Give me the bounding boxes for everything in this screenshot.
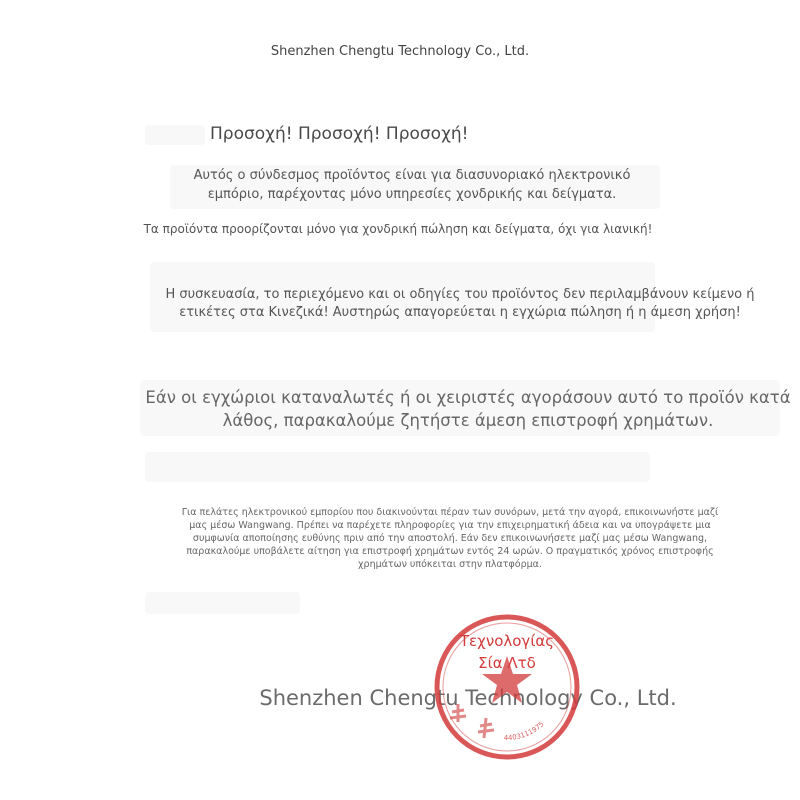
notice-paragraph-5-line: χρημάτων υπόκειται στην πλατφόρμα. xyxy=(358,559,542,570)
attention-heading: Προσοχή! Προσοχή! Προσοχή! xyxy=(210,124,469,144)
seal-text-line-2: Σία Λτδ xyxy=(478,654,536,672)
scan-smudge xyxy=(145,125,205,145)
notice-paragraph-5-line: μας μέσω Wangwang. Πρέπει να παρέχετε πληροφορίες για την επιχειρηματική άδεια και να υπογράψετε μια xyxy=(189,520,711,531)
notice-paragraph-2: Τα προϊόντα προορίζονται μόνο για χονδρική πώληση και δείγματα, όχι για λιανική! xyxy=(143,222,653,236)
notice-paragraph-3-line: Η συσκευασία, το περιεχόμενο και οι οδηγίες του προϊόντος δεν περιλαμβάνουν κείμενο ή xyxy=(165,287,755,302)
company-seal-stamp xyxy=(434,614,580,760)
seal-text-line-1: Τεχνολογίας xyxy=(459,632,555,650)
notice-paragraph-1 xyxy=(12,166,800,204)
notice-paragraph-3 xyxy=(60,286,800,322)
notice-paragraph-4-line: λάθος, παρακαλούμε ζητήστε άμεση επιστροφή χρημάτων. xyxy=(222,411,714,430)
notice-paragraph-5-line: συμφωνία αποποίησης ευθύνης πριν από την αποστολή. Εάν δεν επικοινωνήσετε μαζί μας μέσω Wangwang, xyxy=(192,533,708,544)
footer-company-name: Shenzhen Chengtu Technology Co., Ltd. xyxy=(259,686,677,710)
notice-paragraph-4 xyxy=(68,386,800,432)
notice-paragraph-1-line: Αυτός ο σύνδεσμος προϊόντος είναι για διασυνοριακό ηλεκτρονικό xyxy=(193,168,631,183)
notice-paragraph-1-line: εμπόριο, παρέχοντας μόνο υπηρεσίες χονδρικής και δείγματα. xyxy=(207,187,617,202)
notice-paragraph-3-line: ετικέτες στα Κινεζικά! Αυστηρώς απαγορεύεται η εγχώρια πώληση ή η άμεση χρήση! xyxy=(179,305,741,320)
scan-smudge xyxy=(145,592,300,614)
notice-paragraph-5-line: παρακαλούμε υποβάλετε αίτηση για επιστροφή χρημάτων εντός 24 ωρών. Ο πραγματικός χρόνος επιστροφής xyxy=(186,546,714,557)
notice-paragraph-5 xyxy=(50,506,800,571)
seal-number-ring: 4403111975 xyxy=(503,720,546,743)
notice-paragraph-5-line: Για πελάτες ηλεκτρονικού εμπορίου που διακινούνται πέραν των συνόρων, μετά την αγορά, επικοινωνήστε μαζί xyxy=(181,507,719,518)
header-company-name: Shenzhen Chengtu Technology Co., Ltd. xyxy=(270,44,530,59)
notice-paragraph-4-line: Εάν οι εγχώριοι καταναλωτές ή οι χειριστές αγοράσουν αυτό το προϊόν κατά xyxy=(145,388,791,407)
scan-smudge xyxy=(145,452,650,482)
